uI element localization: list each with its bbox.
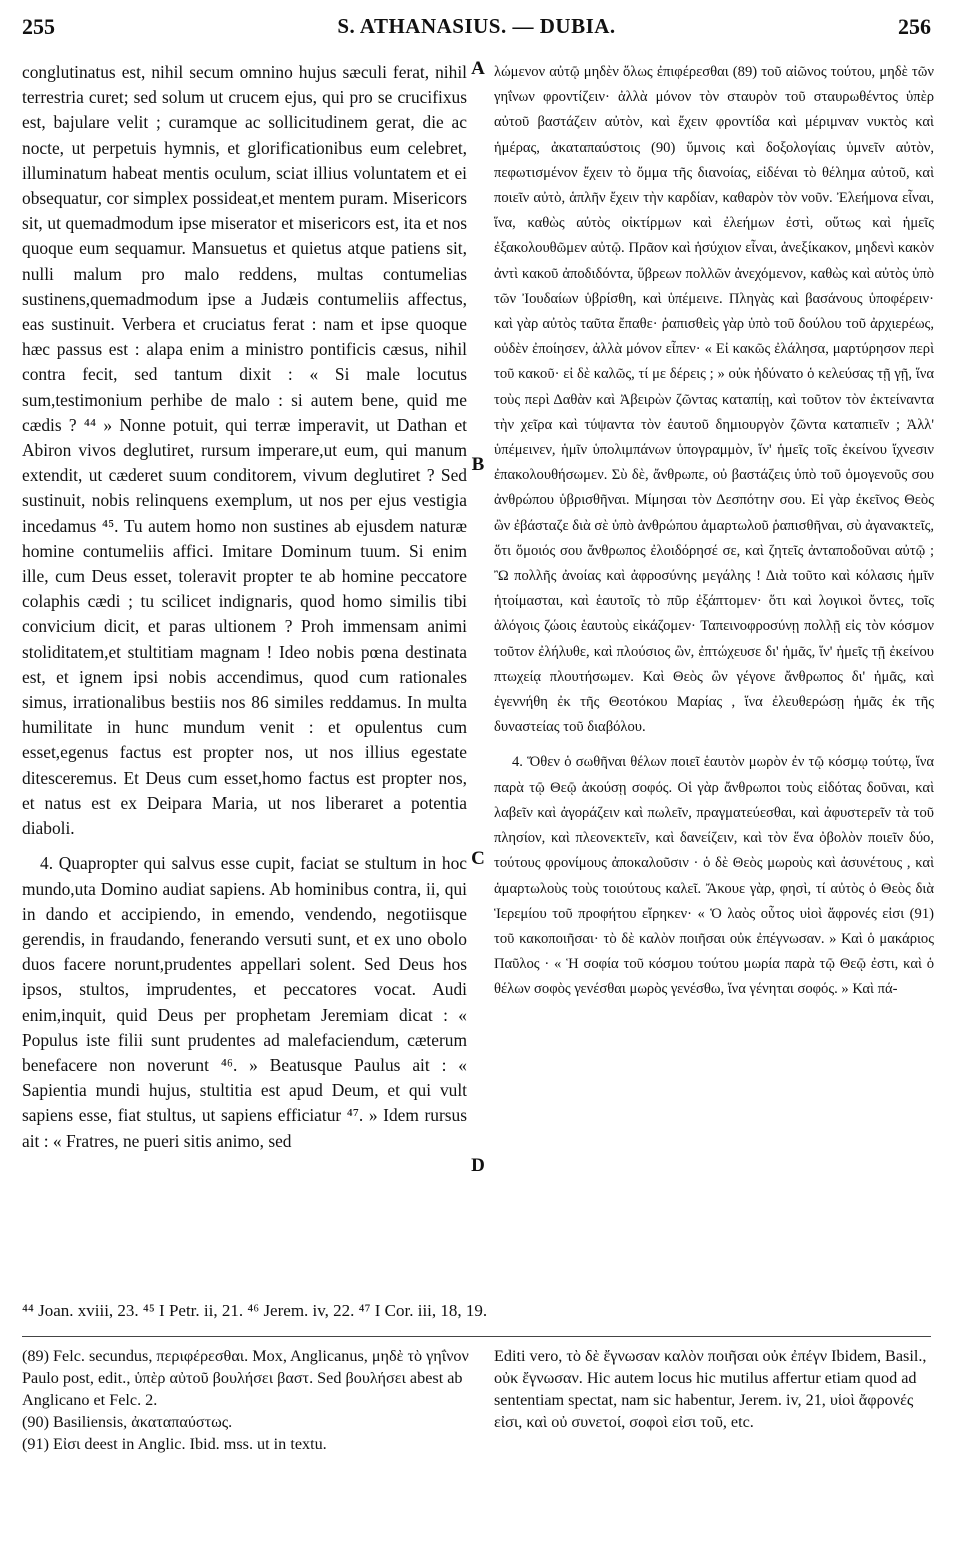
section-marker-d: D [471, 1155, 485, 1176]
latin-paragraph-2: 4. Quapropter qui salvus esse cupit, faciat se stultum in hoc mundo,uta Domino audiat sapiens. Ab hominibus contra, ii, qui in dando et accipiendo, in emendo, vendendo, negotiisque gerendis, in fraudando, fenerando versuti sunt, et ex uno obolo duos facere norunt,prudentes appellari solent. Sed Deus hos ipsos, stultos, imprudentes, et peccatores vocat. Audi enim,inquit, quid Deus per prophetam Jeremiam dicat : « Populus iste filii sunt prudentes ad malefaciendum, cæterum benefacere non noverunt ⁴⁶. » Beatusque Paulus ait : « Sapientia mundi hujus, stultitia est apud Deum, et qui vult sapiens esse, fiat stultus, ut sapiens efficiatur ⁴⁷. » Idem rursus ait : « Fratres, ne pueri sitis animo, sed [22, 853, 467, 1151]
scripture-references: ⁴⁴ Joan. xviii, 23. ⁴⁵ I Petr. ii, 21. ⁴⁶ Jerem. iv, 22. ⁴⁷ I Cor. iii, 18, 19. [22, 1301, 488, 1320]
footnote-divider [22, 1336, 931, 1337]
page-header [22, 14, 931, 48]
footnotes-right [494, 1345, 934, 1433]
latin-paragraph-1: conglutinatus est, nihil secum omnino hujus sæculi ferat, nihil terrestria curet; sed solum ut crucem ejus, qui pro se crucifixus est, bajulare velit ; curamque ac sollicitudinem gerat, die ac nocte, ut perpetuis hymnis, et glorificationibus eum celebret, illuminatum habeat mentis oculum, sciat illius voluntatem et ei obsequatur, cor simplex possideat,et mentem puram. Misericors sit, ut quemadmodum ipse miserator et misericors est, ita et nos quoque eum sequamur. Mansuetus et quietus atque patiens sit, nulli malum pro malo reddens, multas contumelias sustinens,quemadmodum ipse a Judæis contumeliis affectus, eas sustinuit. Verbera et cruciatus ferat : nam et ipse quoque hæc passus est : alapa enim a ministro pontificis cæsus, nihil contra fecit, sed tantum dixit : « Si male locutus sum,testimonium perhibe de malo : si autem bene, quid me cædis ? ⁴⁴ » Nonne potuit, qui terræ imperavit, ut Dathan et Abiron vivos deglutiret, rursum imperare,ut eum, qui manum extendit, ut cæderet suum conditorem, vivum deglutiret ? Sed sustinuit, nobis relinquens exemplum, ut nos per ejus vestigia incedamus ⁴⁵. Tu autem homo non sustines ab ejusdem naturæ homine contumeliis affici. Imitare Dominum tuum. Si enim ille, cum Deus esset, toleravit propter te ab homine peccatore colaphis cædi ; tu scilicet indignaris, quod homo similis tibi convicium dicit, et paras ultionem ? Proh immensam animi stoliditatem,et stultitiam magnam ! Ideo nobis pœna destinata est, et ignem ipsi nobis accendimus, quod cum rationales simus, irrationalibus bestiis nos 86 similes reddamus. In multa humilitate in hunc mundum venit : et opulentus cum esset,egenus factus est propter nos, ut nos illius egestate ditesceremus. Et Deus cum esset,homo factus est propter nos, et natus est ex Deipara Maria, ut nos liberaret a potentia diaboli. [22, 62, 467, 839]
greek-column [494, 60, 934, 1003]
section-marker-c: C [471, 848, 485, 869]
right-page-number: 256 [898, 14, 931, 39]
left-page-number: 255 [22, 14, 55, 39]
footnote-89: (89) Felc. secundus, περιφέρεσθαι. Mox, Anglicanus, μηδὲ τὸ γηΐνον Paulo post, edit., ὑπὲρ αὐτοῦ βουλήσει βαστ. Sed βουλήσει abest ab Anglicano et Felc. 2. [22, 1347, 469, 1409]
footnotes-left [22, 1345, 470, 1455]
footnote-90: (90) Basiliensis, ἀκαταπαύστως. [22, 1413, 233, 1431]
section-marker-a: A [471, 58, 485, 79]
section-marker-b: B [471, 454, 485, 475]
greek-paragraph-2: 4. Ὅθεν ὁ σωθῆναι θέλων ποιεῖ ἑαυτὸν μωρὸν ἐν τῷ κόσμῳ τούτῳ, ἵνα παρὰ τῷ Θεῷ ἀκούσῃ σοφός. Οἱ γὰρ ἄνθρωποι τοὺς εἰδότας δοῦναι, καὶ λαβεῖν καὶ ἀγοράζειν καὶ πωλεῖν, πραγματεύεσθαι, καὶ ἀφυστερεῖν τὰ τοῦ πλησίον, καὶ πλεονεκτεῖν, καὶ δανείζειν, καὶ τὸν ἕνα ὀβολὸν ποιεῖν δύο, τούτους φρονίμους ἀποκαλοῦσιν · ὁ δὲ Θεὸς μωροὺς καὶ ἀσυνέτους , καὶ ἁμαρτωλοὺς τοὺς τοιούτους καλεῖ. Ἄκουε γὰρ, φησὶ, τί αὐτὸς ὁ Θεὸς διὰ Ἱερεμίου τοῦ προφήτου εἴρηκεν· « Ὁ λαὸς οὗτος υἱοὶ ἄφρονές εἰσι (91) τοῦ κακοποιῆσαι· τὸ δὲ καλὸν ποιῆσαι οὐκ ἐπέγνωσαν. » Καὶ ὁ μακάριος Παῦλος · « Ἡ σοφία τοῦ κόσμου τούτου μωρία παρὰ τῷ Θεῷ ἐστι, καὶ ὁ θέλων σοφὸς γενέσθαι μωρὸς γενέσθω, ἵνα γένηται σοφός. » Καὶ πά- [494, 754, 934, 998]
latin-column [22, 60, 467, 1154]
footnote-continuation: Editi vero, τὸ δὲ ἔγνωσαν καλὸν ποιῆσαι οὐκ ἐπέγν Ibidem, Basil., οὐκ ἔγνωσαν. Hic autem locus hic mutilus affertur etiam quod ad sententiam spectat, nam sic habentur, Jerem. iv, 21, υἱοὶ ἄφρονές εἰσι, καὶ οὐ συνετοί, σοφοὶ εἰσι τοῦ, etc. [494, 1347, 927, 1431]
footnote-91: (91) Εἰσι deest in Anglic. Ibid. mss. ut in textu. [22, 1435, 327, 1453]
running-title: S. ATHANASIUS. — DUBIA. [337, 14, 616, 38]
greek-paragraph-1: λώμενον αὐτῷ μηδὲν ὅλως ἐπιφέρεσθαι (89) τοῦ αἰῶνος τούτου, μηδὲ τῶν γηΐνων φροντίζειν· ἀλλὰ μόνον τὸν σταυρὸν τοῦ σταυρωθέντος ὑπὲρ αὐτοῦ βαστάζειν αὐτὸν, καὶ ἔχειν φροντίδα καὶ μέριμναν νυκτὸς καὶ ἡμέρας, ἀκαταπαύστοις (90) ὕμνοις καὶ δοξολογίαις ὑμνεῖν αὐτὸν, πεφωτισμένον ἔχειν τὸ ὄμμα τῆς διανοίας, εἰδέναι τὸ θέλημα αὐτοῦ, καὶ ποιεῖν αὐτὸ, ἁπλῆν ἔχειν τὴν καρδίαν, καθαρὸν τὸν νοῦν. Ἐλεήμονα εἶναι, ἵνα, καθὼς αὐτὸς οἰκτίρμων καὶ ἐλεήμων ἐστὶ, οὕτως καὶ ἡμεῖς ἐξακολουθῶμεν αὐτῷ. Πρᾶον καὶ ἡσύχιον εἶναι, ἀνεξίκακον, μηδενὶ κακὸν ἀντὶ κακοῦ ἀποδιδόντα, ὕβρεων πολλῶν ἀνεχόμενον, καθὼς καὶ αὐτὸς ὑπὸ τῶν Ἰουδαίων ὑβρίσθη, καὶ ὑπέμεινε. Πληγὰς καὶ βασάνους ὑποφέρειν· καὶ γὰρ αὐτὸς ταῦτα ἔπαθε· ῥαπισθεὶς γὰρ ὑπὸ τοῦ δούλου τοῦ ἀρχιερέως, οὐδὲν ἐποίησεν, ἀλλὰ μόνον εἶπεν· « Εἰ κακῶς ἐλάλησα, μαρτύρησον περὶ τοῦ κακοῦ· εἰ δὲ καλῶς, τί με δέρεις ; » οὐκ ἠδύνατο ὁ κελεύσας τῇ γῇ, ἵνα τοὺς περὶ Δαθὰν καὶ Ἀβειρὼν ζῶντας καταπίῃ, καὶ τοῦτον τὸν ἐκτείναντα τὴν χεῖρα καὶ τύψαντα τὸν ἑαυτοῦ δημιουργὸν ζῶντα καταπιεῖν ; Ἀλλ' ὑπέμεινεν, ἡμῖν ὑπολιμπάνων ὑπογραμμὸν, ἵν' ἡμεῖς τοῖς ἐκείνου ἴχνεσιν ἐπακολουθήσωμεν. Σὺ δὲ, ἄνθρωπε, οὐ βαστάζεις ὑπὸ τοῦ ὁμογενοῦς σου ἀνθρώπου ὑβρισθῆναι. Μίμησαι τὸν Δεσπότην σου. Εἰ γὰρ ἐκεῖνος Θεὸς ὢν ἐβάσταζε διὰ σὲ ὑπὸ ἀνθρώπου ἁμαρτωλοῦ ῥαπισθῆναι, σὺ ἀγανακτεῖς, ὅτι ὅμοιός σου ἄνθρωπος ἐλοιδόρησέ σε, καὶ ζητεῖς ἀνταποδοῦναι αὐτῷ ; Ὢ πολλῆς ἀνοίας καὶ ἀφροσύνης μεγάλης ! Διὰ τοῦτο καὶ κόλασις ἡμῖν ἡτοίμασται, καὶ ἑαυτοῖς τὸ πῦρ ἐξάπτομεν· ὅτι καὶ λογικοὶ ὄντες, τοῖς ἀλόγοις ζώοις ἑαυτοὺς εἰκάζομεν· Ταπεινοφροσύνῃ πολλῇ εἰς τὸν κόσμον τοῦτον ἐλήλυθε, καὶ πλούσιος ὢν, ἐπτώχευσε δι' ἡμᾶς, ἵν' ἡμεῖς τῇ ἐκείνου πτωχείᾳ πλουτήσωμεν. Καὶ Θεὸς ὢν γέγονε ἄνθρωπος δι' ἡμᾶς, καὶ ἐγεννήθη ἐκ τῆς Θεοτόκου Μαρίας , ἵνα ἐλευθερώσῃ ἡμᾶς ἐκ τῆς δυναστείας τοῦ διαβόλου. [494, 64, 934, 736]
